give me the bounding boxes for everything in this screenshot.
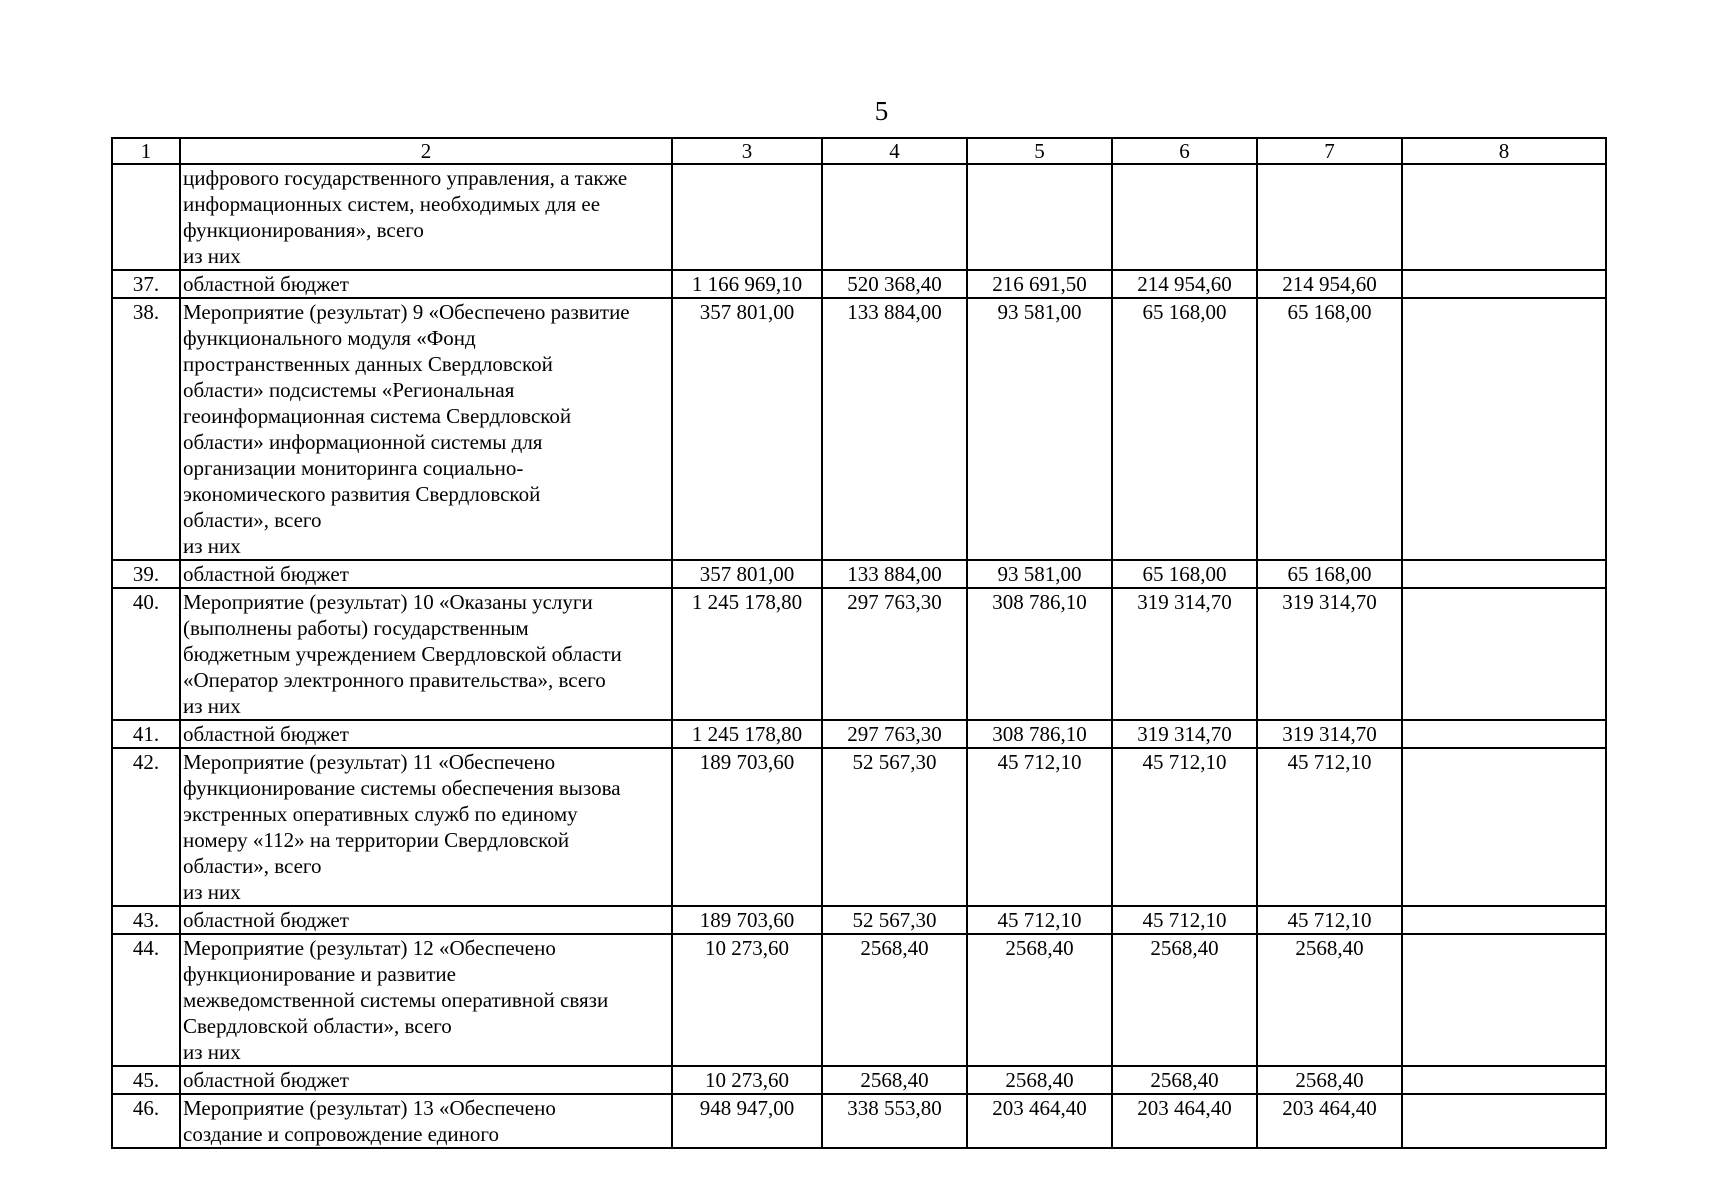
table-row: [112, 906, 1606, 934]
row-number-cell: 45.: [112, 1066, 180, 1094]
value-cell-col8: [1402, 1066, 1606, 1094]
table-row: [112, 298, 1606, 560]
value-cell-col6: 65 168,00: [1112, 560, 1257, 588]
value-cell-col4: 133 884,00: [822, 298, 967, 560]
value-cell-col8: [1402, 934, 1606, 1066]
value-cell-col8: [1402, 1094, 1606, 1148]
value-cell-col3: 357 801,00: [672, 560, 822, 588]
value-cell-col5: 93 581,00: [967, 560, 1112, 588]
value-cell-col4: 338 553,80: [822, 1094, 967, 1148]
description-cell: областной бюджет: [180, 270, 672, 298]
value-cell-col4: 297 763,30: [822, 588, 967, 720]
value-cell-col3: 1 166 969,10: [672, 270, 822, 298]
row-number-cell: [112, 164, 180, 270]
value-cell-col5: 308 786,10: [967, 720, 1112, 748]
row-number-cell: 42.: [112, 748, 180, 906]
value-cell-col3: 10 273,60: [672, 1066, 822, 1094]
value-cell-col6: [1112, 164, 1257, 270]
row-number-cell: 38.: [112, 298, 180, 560]
value-cell-col7: 203 464,40: [1257, 1094, 1402, 1148]
table-row: [112, 560, 1606, 588]
value-cell-col6: 319 314,70: [1112, 720, 1257, 748]
value-cell-col6: 203 464,40: [1112, 1094, 1257, 1148]
value-cell-col4: 2568,40: [822, 934, 967, 1066]
description-cell: цифрового государственного управления, а также информационных систем, необходимых для ее функционирования», всего из них: [180, 164, 672, 270]
budget-table: [111, 137, 1607, 1149]
value-cell-col6: 45 712,10: [1112, 906, 1257, 934]
value-cell-col3: 1 245 178,80: [672, 720, 822, 748]
value-cell-col8: [1402, 164, 1606, 270]
value-cell-col4: [822, 164, 967, 270]
value-cell-col6: 2568,40: [1112, 934, 1257, 1066]
row-number-cell: 43.: [112, 906, 180, 934]
description-cell: областной бюджет: [180, 720, 672, 748]
value-cell-col7: 65 168,00: [1257, 298, 1402, 560]
value-cell-col5: 93 581,00: [967, 298, 1112, 560]
value-cell-col7: 319 314,70: [1257, 588, 1402, 720]
value-cell-col5: 2568,40: [967, 934, 1112, 1066]
description-cell: Мероприятие (результат) 9 «Обеспечено развитие функционального модуля «Фонд пространственных данных Свердловской области» подсистемы «Региональная геоинформационная система Свердловской области» информационной системы для организации мониторинга социально- экономического развития Свердловской области», всего из них: [180, 298, 672, 560]
table-row: [112, 748, 1606, 906]
value-cell-col3: 1 245 178,80: [672, 588, 822, 720]
value-cell-col8: [1402, 906, 1606, 934]
description-cell: Мероприятие (результат) 12 «Обеспечено функционирование и развитие межведомственной системы оперативной связи Свердловской области», всего из них: [180, 934, 672, 1066]
value-cell-col5: [967, 164, 1112, 270]
value-cell-col8: [1402, 298, 1606, 560]
table-row: [112, 934, 1606, 1066]
row-number-cell: 39.: [112, 560, 180, 588]
table-row: [112, 720, 1606, 748]
table-row: [112, 1094, 1606, 1148]
value-cell-col3: 189 703,60: [672, 748, 822, 906]
value-cell-col8: [1402, 588, 1606, 720]
table-row: [112, 588, 1606, 720]
value-cell-col3: 948 947,00: [672, 1094, 822, 1148]
header-cell: 5: [967, 138, 1112, 164]
row-number-cell: 40.: [112, 588, 180, 720]
row-number-cell: 37.: [112, 270, 180, 298]
value-cell-col6: 319 314,70: [1112, 588, 1257, 720]
value-cell-col8: [1402, 748, 1606, 906]
row-number-cell: 44.: [112, 934, 180, 1066]
table-header-row: [112, 138, 1606, 164]
value-cell-col5: 2568,40: [967, 1066, 1112, 1094]
value-cell-col4: 133 884,00: [822, 560, 967, 588]
table-row: [112, 164, 1606, 270]
page-number: 5: [874, 96, 889, 126]
description-cell: Мероприятие (результат) 13 «Обеспечено создание и сопровождение единого: [180, 1094, 672, 1148]
value-cell-col7: 2568,40: [1257, 1066, 1402, 1094]
value-cell-col5: 216 691,50: [967, 270, 1112, 298]
value-cell-col3: 189 703,60: [672, 906, 822, 934]
value-cell-col4: 52 567,30: [822, 748, 967, 906]
value-cell-col3: 357 801,00: [672, 298, 822, 560]
value-cell-col3: [672, 164, 822, 270]
value-cell-col7: 45 712,10: [1257, 748, 1402, 906]
header-cell: 7: [1257, 138, 1402, 164]
value-cell-col7: [1257, 164, 1402, 270]
value-cell-col4: 52 567,30: [822, 906, 967, 934]
row-number-cell: 46.: [112, 1094, 180, 1148]
value-cell-col5: 308 786,10: [967, 588, 1112, 720]
value-cell-col6: 214 954,60: [1112, 270, 1257, 298]
value-cell-col6: 2568,40: [1112, 1066, 1257, 1094]
header-cell: 1: [112, 138, 180, 164]
value-cell-col8: [1402, 560, 1606, 588]
table-row: [112, 270, 1606, 298]
header-cell: 2: [180, 138, 672, 164]
value-cell-col8: [1402, 270, 1606, 298]
value-cell-col8: [1402, 720, 1606, 748]
value-cell-col4: 2568,40: [822, 1066, 967, 1094]
value-cell-col4: 520 368,40: [822, 270, 967, 298]
header-cell: 3: [672, 138, 822, 164]
value-cell-col6: 65 168,00: [1112, 298, 1257, 560]
value-cell-col7: 214 954,60: [1257, 270, 1402, 298]
value-cell-col3: 10 273,60: [672, 934, 822, 1066]
value-cell-col4: 297 763,30: [822, 720, 967, 748]
description-cell: Мероприятие (результат) 11 «Обеспечено функционирование системы обеспечения вызова экстренных оперативных служб по единому номеру «112» на территории Свердловской области», всего из них: [180, 748, 672, 906]
header-cell: 8: [1402, 138, 1606, 164]
value-cell-col7: 45 712,10: [1257, 906, 1402, 934]
header-cell: 4: [822, 138, 967, 164]
row-number-cell: 41.: [112, 720, 180, 748]
description-cell: Мероприятие (результат) 10 «Оказаны услуги (выполнены работы) государственным бюджетным учреждением Свердловской области «Оператор электронного правительства», всего из них: [180, 588, 672, 720]
value-cell-col5: 203 464,40: [967, 1094, 1112, 1148]
description-cell: областной бюджет: [180, 1066, 672, 1094]
value-cell-col7: 2568,40: [1257, 934, 1402, 1066]
header-cell: 6: [1112, 138, 1257, 164]
value-cell-col7: 319 314,70: [1257, 720, 1402, 748]
description-cell: областной бюджет: [180, 906, 672, 934]
value-cell-col5: 45 712,10: [967, 906, 1112, 934]
table-row: [112, 1066, 1606, 1094]
description-cell: областной бюджет: [180, 560, 672, 588]
value-cell-col7: 65 168,00: [1257, 560, 1402, 588]
value-cell-col6: 45 712,10: [1112, 748, 1257, 906]
value-cell-col5: 45 712,10: [967, 748, 1112, 906]
